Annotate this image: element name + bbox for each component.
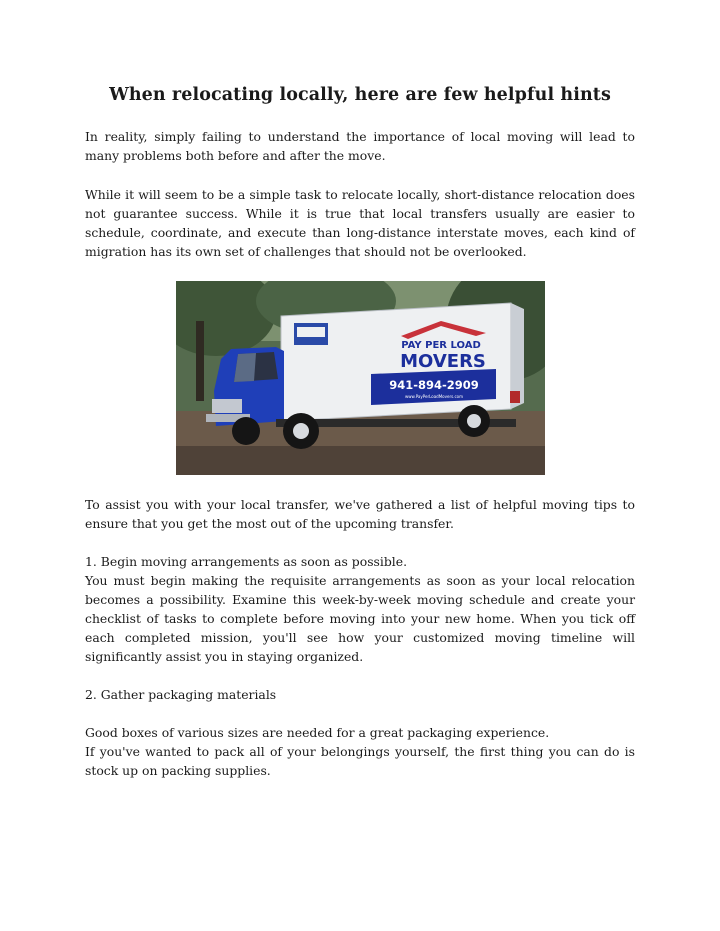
truck-illustration [176,281,545,475]
truck-phone: 941-894-2909 [389,378,479,392]
tip-2-line-2: If you've wanted to pack all of your belongings yourself, the first thing you can do is stock up on packing supplies. [85,744,635,778]
truck-url: www.PayPerLoadMovers.com [404,394,464,399]
body-paragraph-3: To assist you with your local transfer, we've gathered a list of helpful moving tips to ensure that you get the most out of the upcoming transfer. [85,497,635,531]
intro-paragraph: In reality, simply failing to understand the importance of local moving will lead to many problems both before and after the move. [85,129,635,163]
tip-2-heading: 2. Gather packaging materials [85,687,277,702]
truck-brand: MOVERS [400,351,486,372]
tip-1-body: You must begin making the requisite arrangements as soon as your local relocation becomes a possibility. Examine this week-by-week moving schedule and create your checklist of tasks to complete before moving into your new home. When you tick off each completed mission, you'll see how your customized moving timeline will significantly assist you in staying organized. [85,573,635,664]
tip-1-heading: 1. Begin moving arrangements as soon as possible. [85,554,408,569]
tip-2-line-1: Good boxes of various sizes are needed for a great packaging experience. [85,725,550,740]
body-paragraph-2: While it will seem to be a simple task to relocate locally, short-distance relocation does not guarantee success. While it is true that local transfers usually are easier to schedule, coordinate, and execute than long-distance interstate moves, each kind of migration has its own set of challenges that should not be overlooked. [85,187,635,259]
truck-brand-top: PAY PER LOAD [401,340,481,351]
page-title: When relocating locally, here are few helpful hints [109,85,611,105]
moving-truck-photo [176,281,545,475]
